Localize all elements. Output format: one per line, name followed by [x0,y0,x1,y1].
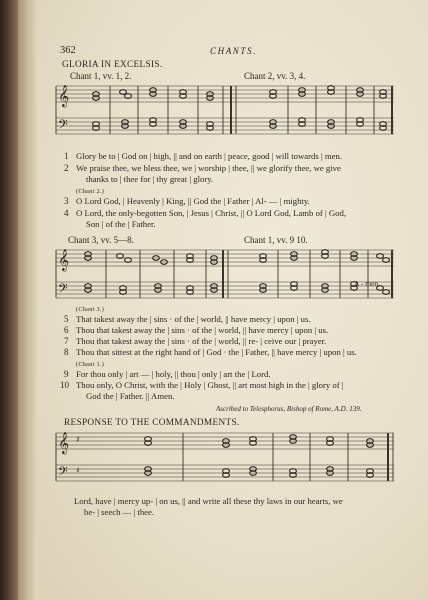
verse-line: Thou that takest away the | sins · of the | world, || re- | ceive our | prayer. [76,336,327,346]
verse-number: 7 [64,336,69,346]
response-title: RESPONSE TO THE COMMANDMENTS. [64,418,240,428]
running-title: CHANTS. [210,46,257,56]
chant-marker: (Chant 3.) [76,306,105,313]
verse-number: 8 [64,347,69,357]
amen-underlay: A - men. [354,279,381,288]
attribution: Ascribed to Telesphorus, Bishop of Rome, A.D. 139. [216,405,362,413]
gloria-title: GLORIA IN EXCELSIS. [62,60,163,70]
verse-line-continuation: God the | Father. || Amen. [86,391,175,401]
chant-marker: (Chant 2.) [76,188,105,195]
verse-line: That takest away the | sins · of the | world, || have mercy | upon | us. [76,314,311,324]
book-page [38,0,428,600]
note-heads [85,250,390,295]
book-binding [0,0,18,600]
response-music-system [48,428,396,489]
verse-number: 1 [64,151,69,161]
sharp-icon: ♯ [76,466,80,475]
bass-staff [56,282,394,298]
treble-staff [56,250,394,266]
treble-staff [56,433,394,449]
qui-tollis-music-system [48,245,396,306]
response-line-continuation: be- | seech — | thee. [84,507,155,517]
treble-staff [56,86,394,102]
note-heads [93,86,387,131]
barlines [106,250,392,298]
verse-line: Thou that takest away the | sins · of the | world, || have mercy | upon | us. [76,325,329,335]
sharp-icon: ♯ [76,435,80,444]
gloria-chant-left-label: Chant 1, vv. 1, 2. [70,71,132,81]
verse-number: 5 [64,314,69,324]
verse-number: 4 [64,208,69,218]
verse-line: Thou only, O Christ, with the | Holy | Ghost, || art most high in the | glory of | [76,380,344,390]
treble-clef-icon: 𝄞 [58,432,70,454]
verse-number: 2 [64,163,69,173]
treble-clef-icon: 𝄞 [58,85,70,107]
treble-clef-icon: 𝄞 [58,249,70,271]
verse-number: 6 [64,325,69,335]
bass-clef-icon: 𝄢 [58,117,68,135]
bass-clef-icon: 𝄢 [58,281,68,299]
verse-number: 9 [64,369,69,379]
verse-line: We praise thee, we bless thee, we | worship | thee, || we glorify thee, we give [76,163,341,173]
response-line: Lord, have | mercy up- | on us, || and write all these thy laws in our hearts, we [74,496,343,506]
page-number: 362 [60,45,76,56]
verse-line: For thou only | art — | holy, || thou | only | art the | Lord. [76,369,271,379]
bass-staff [56,118,394,134]
gloria-chant-right-label: Chant 2, vv. 3, 4. [244,71,306,81]
bass-clef-icon: 𝄢 [58,464,68,482]
verse-line-continuation: thanks to | thee for | thy great | glory. [86,174,214,184]
gloria-music-system [48,81,396,142]
page-gutter [18,0,38,600]
qui-tollis-chant-left-label: Chant 3, vv. 5—8. [68,235,134,245]
verse-line: O Lord God, | Heavenly | King, || God the | Father | Al- — | mighty. [76,196,310,206]
verse-line: Thou that sittest at the right hand of | God · the | Father, || have mercy | upon | us. [76,347,357,357]
barlines [183,433,393,481]
verse-line: O Lord, the only-begotten Son, | Jesus | Christ, || O Lord God, Lamb of | God, [76,208,347,218]
verse-number: 3 [64,196,69,206]
verse-line-continuation: Son | of the | Father. [86,219,156,229]
qui-tollis-chant-right-label: Chant 1, vv. 9 10. [244,235,308,245]
chant-marker: (Chant 1.) [76,361,105,368]
verse-number: 10 [60,380,69,390]
verse-line: Glory be to | God on | high, || and on earth | peace, good | will towards | men. [76,151,342,161]
